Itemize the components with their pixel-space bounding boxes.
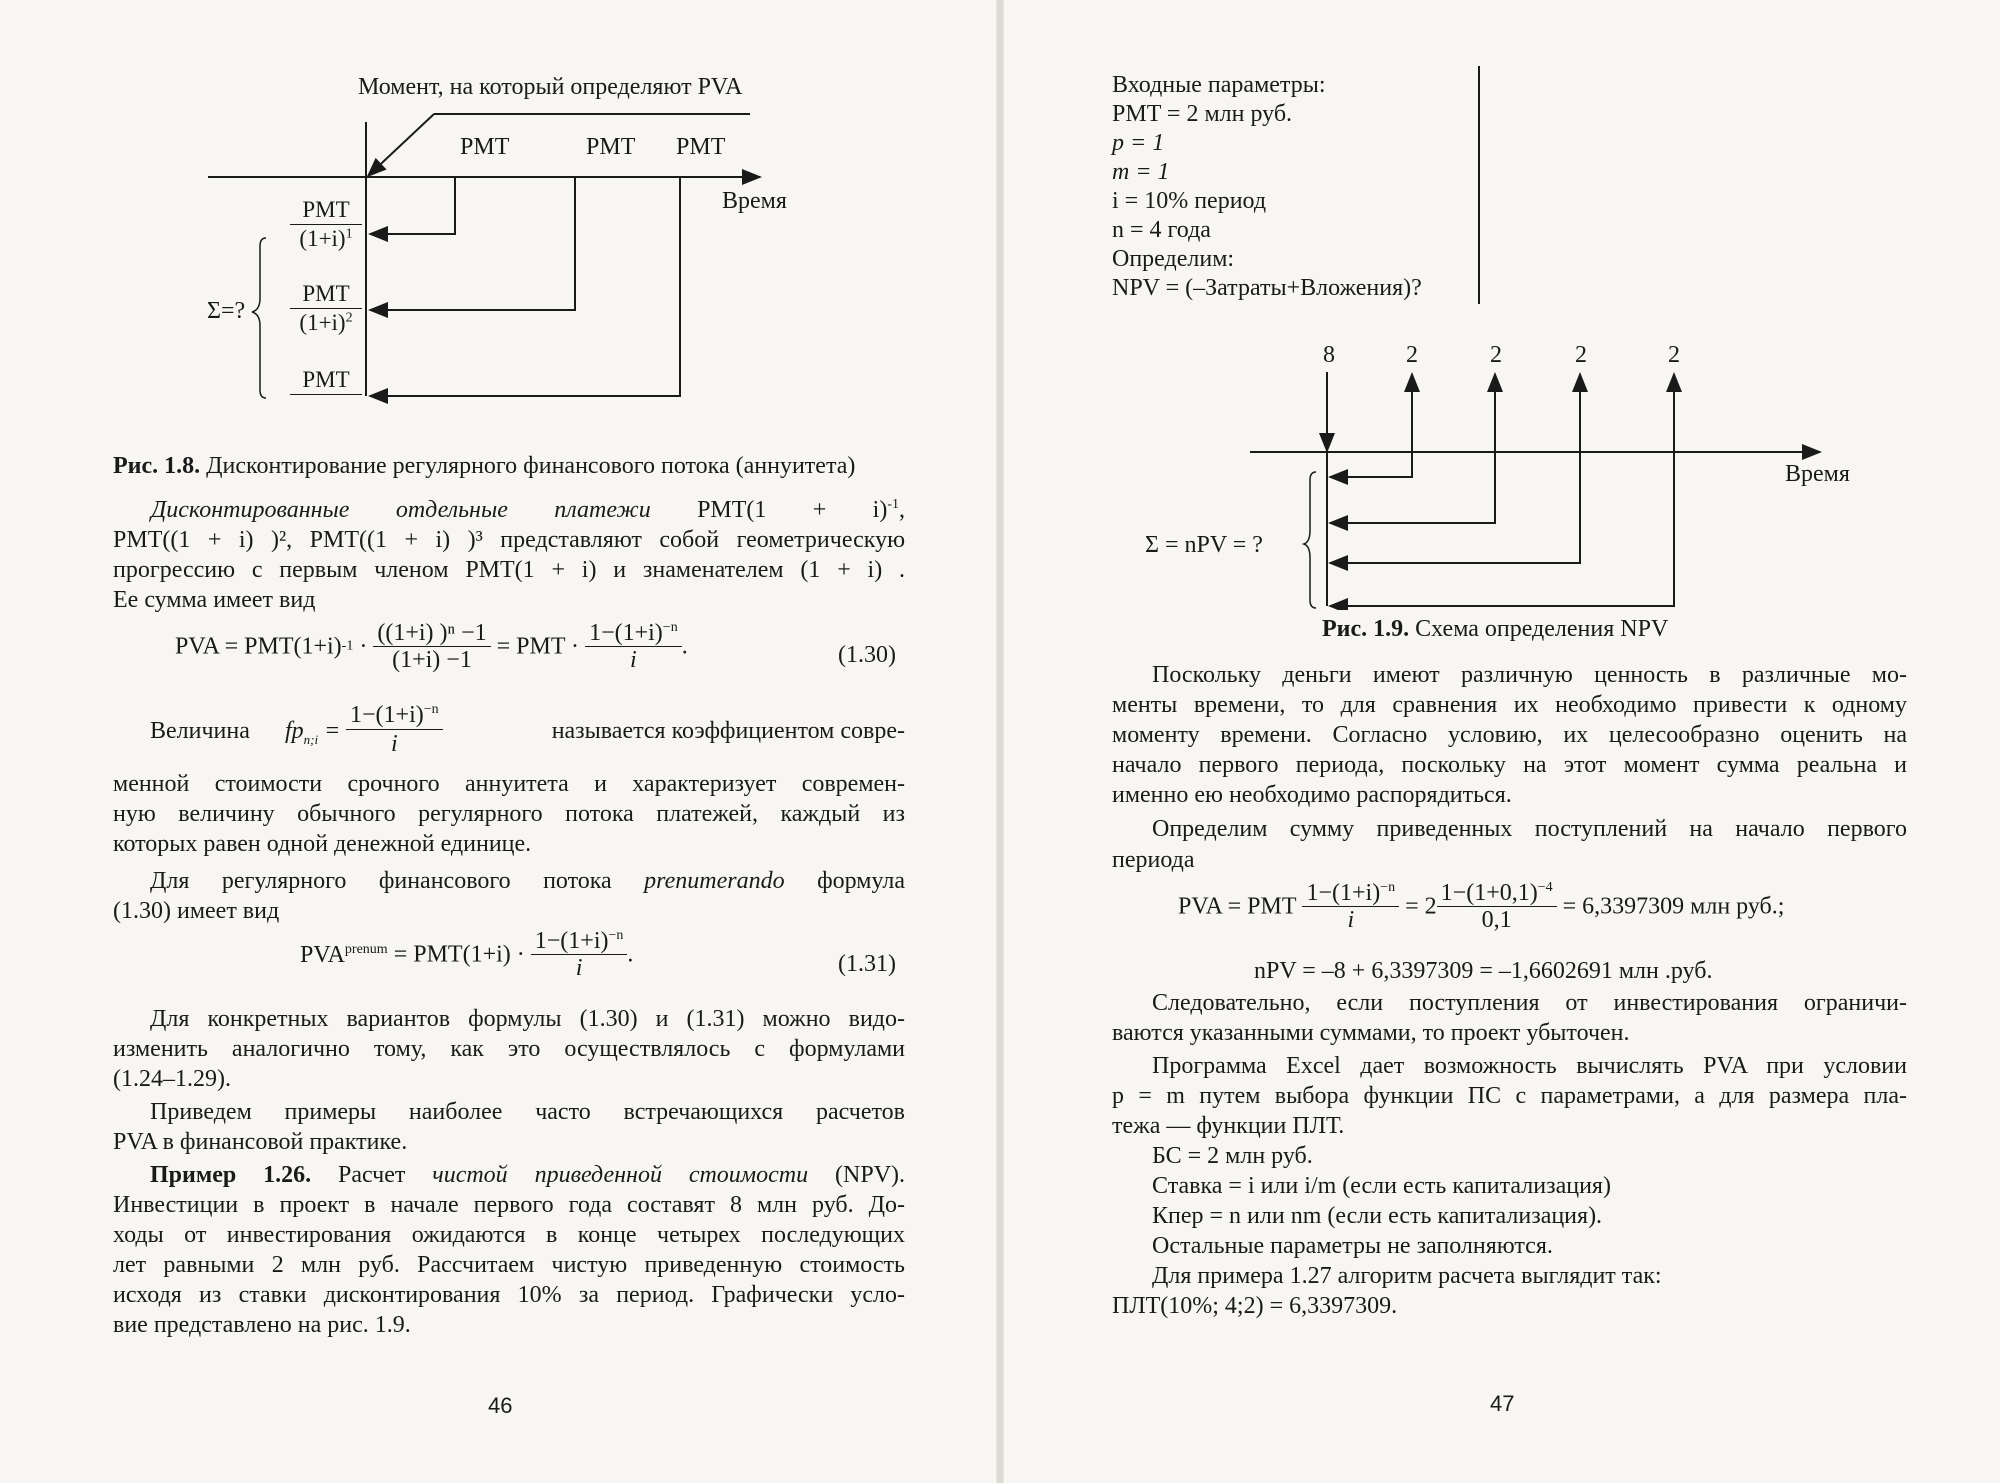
input-i: i = 10% период — [1112, 188, 1267, 214]
para5-line1: Приведем примеры наиболее часто встречающихся расчетов — [150, 1099, 905, 1125]
figure-1-8-sum-label: Σ=? — [207, 298, 246, 324]
npv-value-2a: 2 — [1406, 342, 1418, 368]
fraction-1-exponent: 1 — [345, 226, 353, 242]
eq-pva-result: = 6,3397309 млн руб.; — [1562, 893, 1785, 920]
r-para4-line2: p = m путем выбора функции ПС с параметрами, а для размера пла- — [1112, 1083, 1907, 1109]
eq-1-31-lhs: PVA — [300, 941, 345, 968]
para2-frac-num: 1−(1+i) — [350, 702, 424, 728]
eq-pva-lhs: PVA = PMT — [1178, 893, 1297, 920]
fraction-1-denominator: (1+i) — [299, 226, 346, 251]
eq-pva-fraction-2: $\frac{1-(1+0,1)^{-4}}{0,1}$ — [1437, 880, 1557, 933]
npv-value-2d: 2 — [1668, 342, 1680, 368]
para3-italic: prenumerando — [644, 868, 785, 894]
para2-word: Величина — [150, 718, 250, 744]
input-p: p = 1 — [1112, 130, 1165, 156]
input-n: n = 4 года — [1112, 217, 1211, 243]
eq-1-31-frac-den: i — [575, 955, 583, 981]
r-para1-line3: моменту времени. Согласно условию, их целесообразно оценить на — [1112, 722, 1907, 748]
figure-1-8-caption — [113, 451, 855, 481]
example-text-a: Расчет — [337, 1162, 406, 1188]
fraction-1-numerator: PMT — [290, 196, 362, 225]
eq-1-30-frac1-den: (1+i) −1 — [392, 647, 472, 673]
eq-1-30-mid: = PMT · — [496, 633, 580, 660]
para2-line4: которых равен одной денежной единице. — [113, 831, 532, 857]
param-rate: Ставка = i или i/m (если есть капитализация) — [1152, 1173, 1611, 1199]
para2-line2: менной стоимости срочного аннуитета и характеризует современ- — [113, 771, 905, 797]
eq-pva-mid: = 2 — [1405, 893, 1437, 920]
para1-word-1: Дисконтированные — [151, 497, 350, 523]
param-bs: БС = 2 млн руб. — [1152, 1143, 1313, 1169]
eq-1-31-sup: prenum — [344, 941, 388, 957]
equation-1-31-number: (1.31) — [838, 951, 896, 977]
para1-formula: PMT(1 + i) — [697, 497, 888, 523]
caption-number-1-9: Рис. 1.9. — [1322, 616, 1410, 642]
r-para1-line4: начало первого периода, поскольку на этот момент сумма реальна и — [1112, 752, 1907, 778]
r-para1-line2: менты времени, то для сравнения их необходимо привести к одному — [1112, 692, 1907, 718]
example-line3: ходы от инвестирования ожидаются в конце четырех последующих — [113, 1222, 905, 1248]
eq-1-31-frac-num: 1−(1+i) — [534, 928, 609, 954]
input-divider — [1478, 66, 1480, 304]
para1-line4: Ее сумма имеет вид — [113, 587, 316, 613]
figure-1-9-caption — [1322, 614, 1668, 644]
eq-1-30-frac2-num: 1−(1+i) — [589, 620, 663, 646]
npv-value-2b: 2 — [1490, 342, 1502, 368]
caption-text: Дисконтирование регулярного финансового потока (аннуитета) — [206, 453, 856, 479]
para1-word-3: платежи — [554, 497, 651, 523]
eq-1-30-fraction-2: $\frac{1-(1+i)^{-n}}{i}$ — [585, 620, 682, 673]
example-line2: Инвестиции в проект в начале первого года составят 8 млн руб. До- — [113, 1192, 905, 1218]
example-italic: чистой приведенной стоимости — [432, 1162, 809, 1188]
input-pmt: PMT = 2 млн руб. — [1112, 101, 1293, 127]
param-example: Для примера 1.27 алгоритм расчета выглядит так: — [1152, 1263, 1662, 1289]
input-npv: NPV = (–Затраты+Вложения)? — [1112, 275, 1422, 301]
book-gutter — [996, 0, 1004, 1483]
fraction-2-exponent: 2 — [345, 310, 353, 326]
caption-text-1-9: Схема определения NPV — [1415, 616, 1669, 642]
para2-line1: Величина $fp_{n;i}$ = $1-(1+i)^{-n}$ i называется коэффициентом совре- — [150, 702, 905, 757]
r-para1-line1: Поскольку деньги имеют различную ценность в различные мо- — [1152, 662, 1907, 688]
figure-1-8-time-label: Время — [722, 188, 787, 214]
eq-1-30-frac2-den: i — [630, 647, 637, 673]
fraction-2 — [290, 280, 362, 337]
caption-number: Рис. 1.8. — [113, 453, 201, 479]
fraction-3 — [290, 366, 362, 395]
page-number-left: 46 — [488, 1393, 513, 1418]
param-plt: ПЛТ(10%; 4;2) = 6,3397309. — [1112, 1293, 1398, 1319]
para4-line3: (1.24–1.29). — [113, 1066, 231, 1092]
para2-fp: fp — [285, 718, 304, 744]
eq-pva-frac2-den: 0,1 — [1481, 907, 1512, 933]
page-number-right: 47 — [1490, 1391, 1515, 1416]
r-para4-line1: Программа Excel дает возможность вычислять PVA при условии — [1152, 1053, 1907, 1079]
equation-1-31: $PVA^{prenum} = PMT(1+i)$ · $\frac{1-(1+i)^{-n}}{i}$ . — [300, 928, 634, 981]
eq-1-30-lhs: PVA = PMT(1+i) — [175, 633, 342, 660]
fraction-1 — [290, 196, 362, 253]
fraction-3-numerator: PMT — [302, 367, 350, 392]
example-line6: вие представлено на рис. 1.9. — [113, 1312, 411, 1338]
para4-line1: Для конкретных вариантов формулы (1.30) и (1.31) можно видо- — [150, 1006, 905, 1032]
para1-word-2: отдельные — [395, 497, 508, 523]
para2-line3: ную величину обычного регулярного потока платежей, каждый из — [113, 801, 905, 827]
para1-line1: Дисконтированные отдельные платежи $PMT(1 + i)^{-1}$, — [113, 495, 905, 525]
para4-line2: изменить аналогично тому, как это осуществлялось с формулами — [113, 1036, 905, 1062]
figure-1-9-diagram — [1250, 360, 1840, 610]
para1-line3: прогрессию с первым членом PMT(1 + i) и знаменателем (1 + i) . — [113, 557, 905, 583]
pmt-label-2: PMT — [586, 134, 636, 160]
fraction-2-denominator: (1+i) — [299, 310, 346, 335]
figure-1-9-sum-label: Σ = nPV = ? — [1145, 532, 1263, 558]
param-kper: Кпер = n или nm (если есть капитализация). — [1152, 1203, 1603, 1229]
pmt-label-1: PMT — [460, 134, 510, 160]
eq-1-30-frac1-num: ((1+i) )ⁿ −1 — [373, 620, 490, 647]
input-title: Входные параметры: — [1112, 72, 1326, 98]
equation-1-30: PVA = PMT(1+i)-1 · $\frac{\text{((1+i) )ⁿ −1}}{(1+i) -1}$ = PMT · $\frac{1-(1+i)^{-n}}{i}$ . — [175, 620, 688, 673]
param-other: Остальные параметры не заполняются. — [1152, 1233, 1553, 1259]
eq-pva-frac2-num: 1−(1+0,1) — [1440, 880, 1538, 906]
figure-1-9-time-label: Время — [1785, 461, 1850, 487]
eq-1-31-fraction: $\frac{1-(1+i)^{-n}}{i}$ — [531, 928, 628, 981]
para3-text-b: формула — [817, 868, 906, 894]
para3-line1 — [150, 866, 905, 896]
eq-pva-frac1-den: i — [1347, 907, 1355, 933]
para3-text-a: Для регулярного финансового потока — [150, 868, 612, 894]
equation-npv: nPV = –8 + 6,3397309 = –1,6602691 млн .руб. — [1254, 958, 1713, 984]
equation-1-30-number: (1.30) — [838, 642, 896, 668]
r-para3-line2: ваются указанными суммами, то проект убыточен. — [1112, 1020, 1630, 1046]
r-para3-line1: Следовательно, если поступления от инвестирования ограничи- — [1152, 990, 1907, 1016]
r-para1-line5: именно ею необходимо распорядиться. — [1112, 782, 1512, 808]
fraction-2-numerator: PMT — [290, 280, 362, 309]
eq-1-30-fraction-1 — [373, 620, 490, 673]
para3-line2: (1.30) имеет вид — [113, 898, 280, 924]
equation-pva — [1178, 880, 1784, 933]
para1-line2: PMT((1 + i) )², PMT((1 + i) )³ представляют собой геометрическую — [113, 527, 905, 553]
r-para4-line3: тежа — функции ПЛТ. — [1112, 1113, 1345, 1139]
para2-frac-den: i — [390, 731, 398, 757]
example-line5: исходя из ставки дисконтирования 10% за период. Графически усло- — [113, 1282, 905, 1308]
example-line4: лет равными 2 млн руб. Рассчитаем чистую приведенную стоимость — [113, 1252, 905, 1278]
example-title: Пример 1.26. — [150, 1162, 312, 1188]
eq-1-31-rhs: = PMT(1+i) · — [393, 941, 525, 968]
r-para2-line2: периода — [1112, 847, 1195, 873]
example-text-b: (NPV). — [835, 1162, 906, 1188]
pmt-label-3: PMT — [676, 134, 726, 160]
input-m: m = 1 — [1112, 159, 1170, 185]
eq-pva-frac1-num: 1−(1+i) — [1306, 880, 1381, 906]
input-determine: Определим: — [1112, 246, 1235, 272]
para2-fraction: $1-(1+i)^{-n}$ i — [346, 701, 443, 758]
npv-value-2c: 2 — [1575, 342, 1587, 368]
para2-fp-sub: n;i — [303, 731, 319, 747]
r-para2-line1: Определим сумму приведенных поступлений на начало первого — [1152, 816, 1907, 842]
para5-line2: PVA в финансовой практике. — [113, 1129, 408, 1155]
para2-rest: называется коэффициентом совре- — [551, 718, 905, 744]
figure-1-8-top-label: Момент, на который определяют PVA — [358, 74, 743, 100]
npv-value-8: 8 — [1323, 342, 1335, 368]
eq-pva-fraction-1: $\frac{1-(1+i)^{-n}}{i}$ — [1302, 880, 1399, 933]
example-line1 — [150, 1160, 905, 1190]
